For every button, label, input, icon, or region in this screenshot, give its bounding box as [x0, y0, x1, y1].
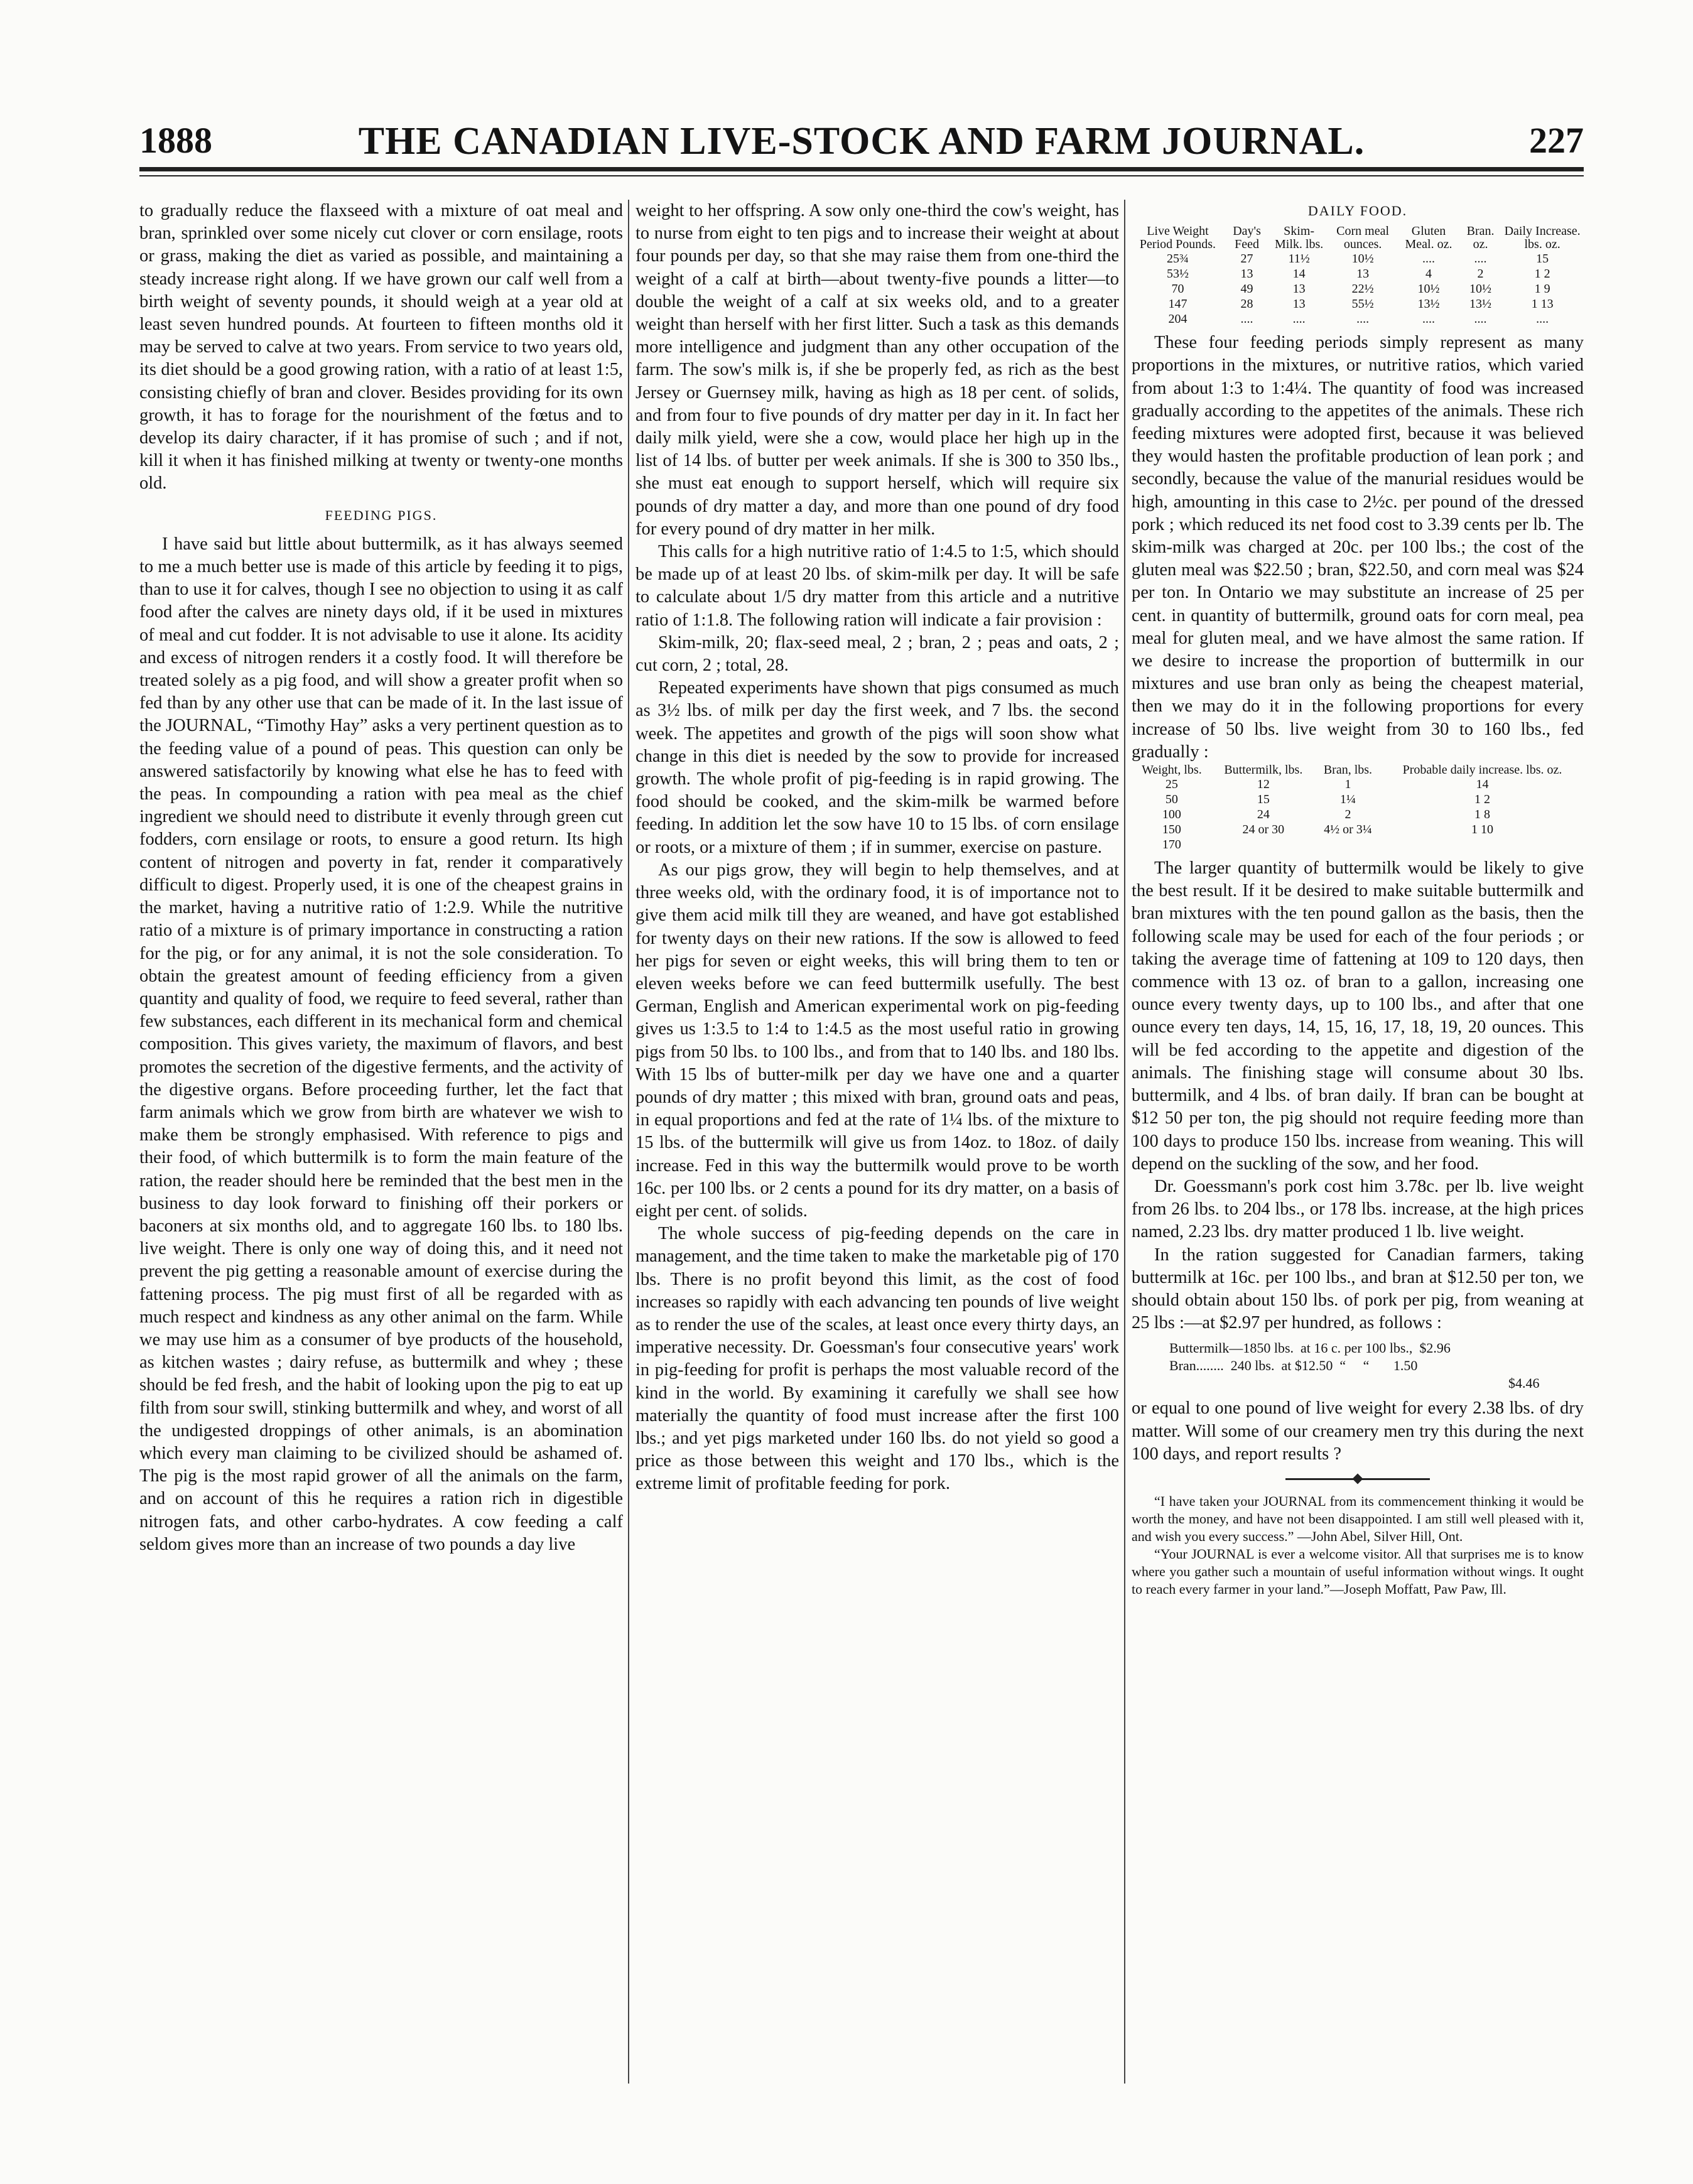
column-divider-2 [1124, 200, 1125, 2084]
paragraph: The larger quantity of buttermilk would be likely to give the best result. If it be desired to make suitable buttermilk and bran mixtures with the ten pound gallon as the basis, then the following scale may be used for each of the four periods ; or taking the average time of fattening at 109 to 120 days, then commence with 13 oz. of bran to a gallon, increasing one ounce every twenty days, up to 100 lbs., and after that one ounce every ten days, 14, 15, 16, 17, 18, 19, 20 ounces. This will be fed according to the appetite and digestion of the animals. The finishing stage will consume about 30 lbs. buttermilk, and 4 lbs. of bran daily. If bran can be bought at $12 50 per ton, the pig should not require feeding more than 100 days to produce 150 lbs. increase from weaning. This will depend on the suckling of the sow, and her food. [1132, 858, 1584, 1174]
table-header: Probable daily increase. lbs. oz. [1402, 763, 1562, 777]
table-cell: 24 [1257, 808, 1270, 822]
table-cell: .... [1422, 312, 1435, 327]
column-2 [636, 200, 1119, 1496]
table-header: Day's Feed [1233, 224, 1261, 252]
table-cell [1212, 837, 1315, 852]
header-rule-thick [139, 167, 1584, 171]
table-header: Weight, lbs. [1142, 763, 1202, 777]
table-cell: 2 [1344, 808, 1351, 822]
table-cell: .... [1356, 312, 1370, 327]
table-cell: 24 or 30 [1242, 823, 1285, 837]
table-cell: .... [1474, 312, 1487, 327]
table-cell: 13 [1292, 297, 1306, 311]
paragraph: In the ration suggested for Canadian farmers, taking buttermilk at 16c. per 100 lbs., and bran at $12.50 per ton, we should obtain about 150 lbs. of pork per pig, from weaning at 25 lbs :—at $2.97 per hundred, as follows : [1132, 1245, 1584, 1333]
daily-food-table-title: DAILY FOOD. [1307, 203, 1408, 219]
paragraph: weight to her offspring. A sow only one-third the cow's weight, has to nurse from eight to ten pigs and to increase their weight at about four pounds per day, so that she may raise them from one-third the weight of a calf at birth—about twenty-five pounds a litter—to double the weight of a calf at six weeks old, and to a greater weight than herself with her first litter. Such a task as this demands more intelligence and judgment than any other occupation of the farm. The sow's milk is, if she be properly fed, as rich as the best Jersey or Guernsey milk, having as high as 18 per cent. of solids, and from four to five pounds of dry matter per day in it. In fact her daily milk yield, were she a cow, would place her high up in the list of 14 lbs. of butter per week animals. If she is 300 to 350 lbs., she must eat enough to support herself, which will require six pounds of dry matter a day, and more than one pound of dry food for every pound of dry matter in her milk. [636, 201, 1119, 539]
header-rule-thin [139, 175, 1584, 176]
table-cell: 11½ [1288, 252, 1310, 266]
table-cell: 1 10 [1471, 823, 1493, 837]
table-cell: 53½ [1166, 267, 1189, 281]
table-cell: 2 [1477, 267, 1484, 281]
table-cell: 1 9 [1534, 282, 1550, 296]
buttermilk-bran-table [1132, 764, 1584, 852]
table-cell: 13½ [1469, 297, 1492, 311]
table-cell: 1 2 [1474, 792, 1490, 807]
table-cell: 25 [1165, 777, 1178, 792]
paragraph: This calls for a high nutritive ratio of 1:4.5 to 1:5, which should be made up of at least 20 lbs. of skim-milk per day. It will be safe to calculate about 1/5 dry matter from this article and a nutritive ratio of 1:1.8. The following ration will indicate a fair provision : [636, 542, 1119, 630]
table-cell: 1¼ [1339, 792, 1356, 807]
paragraph: Repeated experiments have shown that pigs consumed as much as 3½ lbs. of milk per day the first week, and 7 lbs. the second week. The appetites and growth of the pigs will soon show what change in this diet is needed by the sow to provide for increased growth. The whole profit of pig-feeding is in rapid growing. The food should be cooked, and the skim-milk be warmed before feeding. In addition let the sow have 10 to 15 lbs. of corn ensilage or roots, or a mixture of them ; if in summer, exercise on pasture. [636, 678, 1119, 857]
table-cell: 170 [1162, 838, 1181, 852]
daily-food-table [1132, 225, 1584, 327]
table-cell: .... [1474, 252, 1487, 266]
paragraph: Skim-milk, 20; flax-seed meal, 2 ; bran, 2 ; peas and oats, 2 ; cut corn, 2 ; total, 28. [636, 632, 1119, 676]
table-header: Bran. oz. [1466, 224, 1495, 252]
table-header: Skim-Milk. lbs. [1274, 224, 1324, 252]
table-row [1132, 807, 1584, 822]
table-cell: 100 [1162, 808, 1181, 822]
calc-line: Bran........ 240 lbs. at $12.50 “ “ 1.50 [1169, 1358, 1418, 1374]
table-cell: 4 [1425, 267, 1432, 281]
table-row [1132, 266, 1584, 281]
column-1 [139, 200, 623, 1556]
paragraph: These four feeding periods simply represent as many proportions in the mixtures, or nutritive ratios, which varied from about 1:3 to 1:4¼. The quantity of food was increased gradually according to the appetites of the animals. These rich feeding mixtures were adopted first, because it was believed they would hasten the profitable production of lean pork ; and secondly, because the value of the manurial residues would be high, amounting in this case to 2½c. per pound of the dressed pork ; which reduced its net food cost to 3.39 cents per lb. The skim-milk was charged at 20c. per 100 lbs.; the cost of the gluten meal was $22.50 ; bran, $22.50, and corn meal was $24 per ton. In Ontario we may substitute an increase of 25 per cent. in quantity of buttermilk, ground oats for corn meal, pea meal for gluten meal, and we have almost the same ration. If we desire to increase the proportion of buttermilk in our mixtures and use bran only as being the cheapest material, then we may do it in the following proportions for every increase of 50 lbs. live weight from 30 to 160 lbs., fed gradually : [1132, 333, 1584, 762]
table-cell: .... [1240, 312, 1253, 327]
table-cell: 10½ [1351, 252, 1374, 266]
table-cell: 50 [1165, 792, 1178, 807]
table-cell: 14 [1292, 267, 1306, 281]
page-number: 227 [1529, 120, 1584, 161]
reader-testimonial: “I have taken your JOURNAL from its commencement thinking it would be worth the money, and have not been disappointed. I am still well pleased with it, and wish you every success.” —John Abel, Silver Hill, Ont. [1132, 1493, 1584, 1544]
table-cell: .... [1536, 312, 1549, 327]
paragraph: As our pigs grow, they will begin to help themselves, and at three weeks old, with the ordinary food, it is of importance not to give them acid milk till they are weaned, and have got established for twenty days on their new rations. If the sow is allowed to feed her pigs for seven or eight weeks, this will bring them to ten or eleven weeks before we can feed buttermilk usefully. The best German, English and American experimental work on pig-feeding gives us 1:3.5 to 1:4 to 1:4.5 as the most useful ratio in growing pigs from 50 lbs. to 100 lbs., and from that to 140 lbs. and 180 lbs. With 15 lbs of butter-milk per day we have one and a quarter pounds of dry matter ; this mixed with bran, ground oats and peas, in equal proportions and fed at the rate of 1¼ lbs. of the mixture to 15 lbs. of the buttermilk will give us from 14oz. to 18oz. of daily increase. Fed in this way the buttermilk would prove to be worth 16c. per 100 lbs. or 2 cents a pound for its dry matter, on a basis of eight per cent. of solids. [636, 860, 1119, 1221]
table-cell: 49 [1240, 282, 1253, 296]
paragraph: I have said but little about buttermilk, as it has always seemed to me a much better use is made of this article by feeding it to pigs, than to use it for calves, though I see no objection to using it as calf food after the calves are ninety days old, if it be used in mixtures of meal and cut fodder. It is not advisable to use it alone. Its acidity and excess of nitrogen renders it a costly food. It will therefore be treated solely as a pig food, and will show a greater profit when so fed than by any other use that can be made of it. In the last issue of the JOURNAL, “Timothy Hay” asks a very pertinent question as to the feeding value of a pound of peas. This question can only be answered satisfactorily by knowing what else he has to feed with the peas. In compounding a ration with pea meal as the chief ingredient we should need to distribute it evenly through green cut fodders, corn ensilage or roots, to ensure a good return. Its high content of nitrogen and poverty in fat, render it comparatively difficult to digest. Properly used, it is one of the cheapest grains in the market, having a nutritive ratio of 1:2.9. While the nutritive ratio of a mixture is of primary importance in constructing a ration for the pig, or for any animal, it is not the sole consideration. To obtain the greatest amount of feeding efficiency from a given quantity and quality of food, we require to feed several, rather than few substances, each different in its mechanical form and chemical composition. This gives variety, the maximum of flavors, and best promotes the secretion of the digestive ferments, and the activity of the digestive organs. Before proceeding further, let the fact that farm animals which we grow from birth are whatever we wish to make them be strongly emphasised. With reference to pigs and their food, of which buttermilk is to form the main feature of the ration, the reader should here be reminded that the best men in the business to day look forward to finishing off their porkers or baconers at six months old, and to aggregate 160 lbs. to 180 lbs. live weight. There is only one way of doing this, and it need not prevent the pig getting a reasonable amount of exercise during the fattening process. The pig must first of all be regarded with as much respect and kindness as any other animal on the farm. While we may use him as a consumer of bye products of the household, as kitchen wastes ; dairy refuse, as buttermilk and whey ; these should be fed fresh, and the habit of looking upon the pig to eat up filth from sour swill, stinking buttermilk and whey, and worst of all the undigested droppings of other animals, is an abomination which every man claiming to be civilized should be ashamed of. The pig is the most rapid grower of all the animals on the farm, and on account of this he requires a ration rich in digestible nitrogen fats, and other carbo-hydrates. A cow feeding a calf seldom gives more than an increase of two pounds a day live [139, 534, 623, 1554]
cost-calculation [1169, 1339, 1584, 1392]
year: 1888 [139, 120, 212, 161]
table-header: Live Weight Period Pounds. [1139, 224, 1216, 252]
table-header: Gluten Meal. oz. [1405, 224, 1452, 252]
paragraph: or equal to one pound of live weight for every 2.38 lbs. of dry matter. Will some of our creamery men try this during the next 100 days, and report results ? [1132, 1398, 1584, 1464]
table-cell: 1 2 [1534, 267, 1550, 281]
table-cell: 150 [1162, 823, 1181, 837]
table-cell: 147 [1168, 297, 1187, 311]
table-cell: 1 13 [1531, 297, 1554, 311]
table-row [1132, 777, 1584, 792]
table-cell: 27 [1240, 252, 1253, 266]
table-cell: 70 [1171, 282, 1184, 296]
table-cell: 15 [1257, 792, 1270, 807]
section-heading: FEEDING PIGS. [325, 507, 438, 523]
journal-title: THE CANADIAN LIVE-STOCK AND FARM JOURNAL. [358, 120, 1365, 163]
table-cell: .... [1292, 312, 1306, 327]
table-cell: 22½ [1351, 282, 1374, 296]
table-cell: 13 [1240, 267, 1253, 281]
table-cell: 10½ [1469, 282, 1492, 296]
table-cell: 15 [1536, 252, 1549, 266]
table-cell: 25¾ [1166, 252, 1189, 266]
section-divider [1285, 1478, 1430, 1480]
table-cell: .... [1422, 252, 1435, 266]
paragraph: Dr. Goessmann's pork cost him 3.78c. per lb. live weight from 26 lbs. to 204 lbs., or 178 lbs. increase, at the high prices named, 2.23 lbs. dry matter produced 1 lb. live weight. [1132, 1176, 1584, 1242]
table-cell: 28 [1240, 297, 1253, 311]
table-cell [1381, 837, 1584, 852]
table-cell: 1 8 [1474, 808, 1490, 822]
table-cell [1315, 837, 1381, 852]
paragraph: The whole success of pig-feeding depends on the care in management, and the time taken to make the marketable pig of 170 lbs. There is no profit beyond this limit, as the cost of food increases so rapidly with each advancing ten pounds of live weight as to render the use of the scales, at least once every thirty days, an imperative necessity. Dr. Goessman's four consecutive years' work in pig-feeding for profit is perhaps the most valuable record of the kind in the world. By examining it carefully we shall see how materially the quantity of food must increase after the first 100 lbs.; and yet pigs marketed under 160 lbs. do not yield so good a price as those between this weight and 170 lbs., which is the extreme limit of profitable feeding for pork. [636, 1224, 1119, 1494]
column-divider-1 [628, 200, 629, 2084]
table-row [1132, 792, 1584, 807]
paragraph: to gradually reduce the flaxseed with a mixture of oat meal and bran, sprinkled over some nicely cut clover or corn ensilage, roots or grass, making the diet as varied as possible, and maintaining a steady increase right along. If we have grown our calf well from a birth weight of seventy pounds, it should weigh at a year old at least seven hundred pounds. At fourteen to fifteen months old it may be served to calve at two years. From service to two years old, its diet should be a good growing ration, with a ratio of at least 1:5, consisting chiefly of bran and clover. Besides providing for its own growth, it has to forage for the nourishment of the fœtus and to develop its dairy character, if it has promise of such ; and if not, kill it when it has finished milking at twenty or twenty-one months old. [139, 201, 623, 494]
table-row [1132, 837, 1584, 852]
table-cell: 14 [1476, 777, 1489, 792]
table-header: Buttermilk, lbs. [1224, 763, 1303, 777]
table-row [1132, 311, 1584, 327]
table-row [1132, 822, 1584, 837]
table-cell: 204 [1168, 312, 1187, 327]
table-header: Daily Increase. lbs. oz. [1504, 224, 1581, 252]
table-cell: 13½ [1417, 297, 1440, 311]
calc-total: $4.46 [1508, 1375, 1540, 1392]
table-cell: 4½ or 3¼ [1324, 823, 1372, 837]
table-row [1132, 296, 1584, 311]
table-header: Bran, lbs. [1323, 763, 1373, 777]
column-3 [1132, 200, 1584, 1598]
table-cell: 55½ [1351, 297, 1374, 311]
table-header: Corn meal ounces. [1336, 224, 1390, 252]
table-row [1132, 281, 1584, 296]
table-cell: 10½ [1417, 282, 1440, 296]
table-row [1132, 251, 1584, 266]
table-header-row [1132, 225, 1584, 251]
table-header-row [1132, 764, 1584, 777]
table-cell: 12 [1257, 777, 1270, 792]
calc-line: Buttermilk—1850 lbs. at 16 c. per 100 lbs., $2.96 [1169, 1340, 1451, 1356]
table-cell: 13 [1356, 267, 1370, 281]
reader-testimonial: “Your JOURNAL is ever a welcome visitor. All that surprises me is to know where you gather such a mountain of useful information without wings. It ought to reach every farmer in your land.”—Joseph Moffatt, Paw Paw, Ill. [1132, 1545, 1584, 1597]
table-cell: 13 [1292, 282, 1306, 296]
table-cell: 1 [1344, 777, 1351, 792]
